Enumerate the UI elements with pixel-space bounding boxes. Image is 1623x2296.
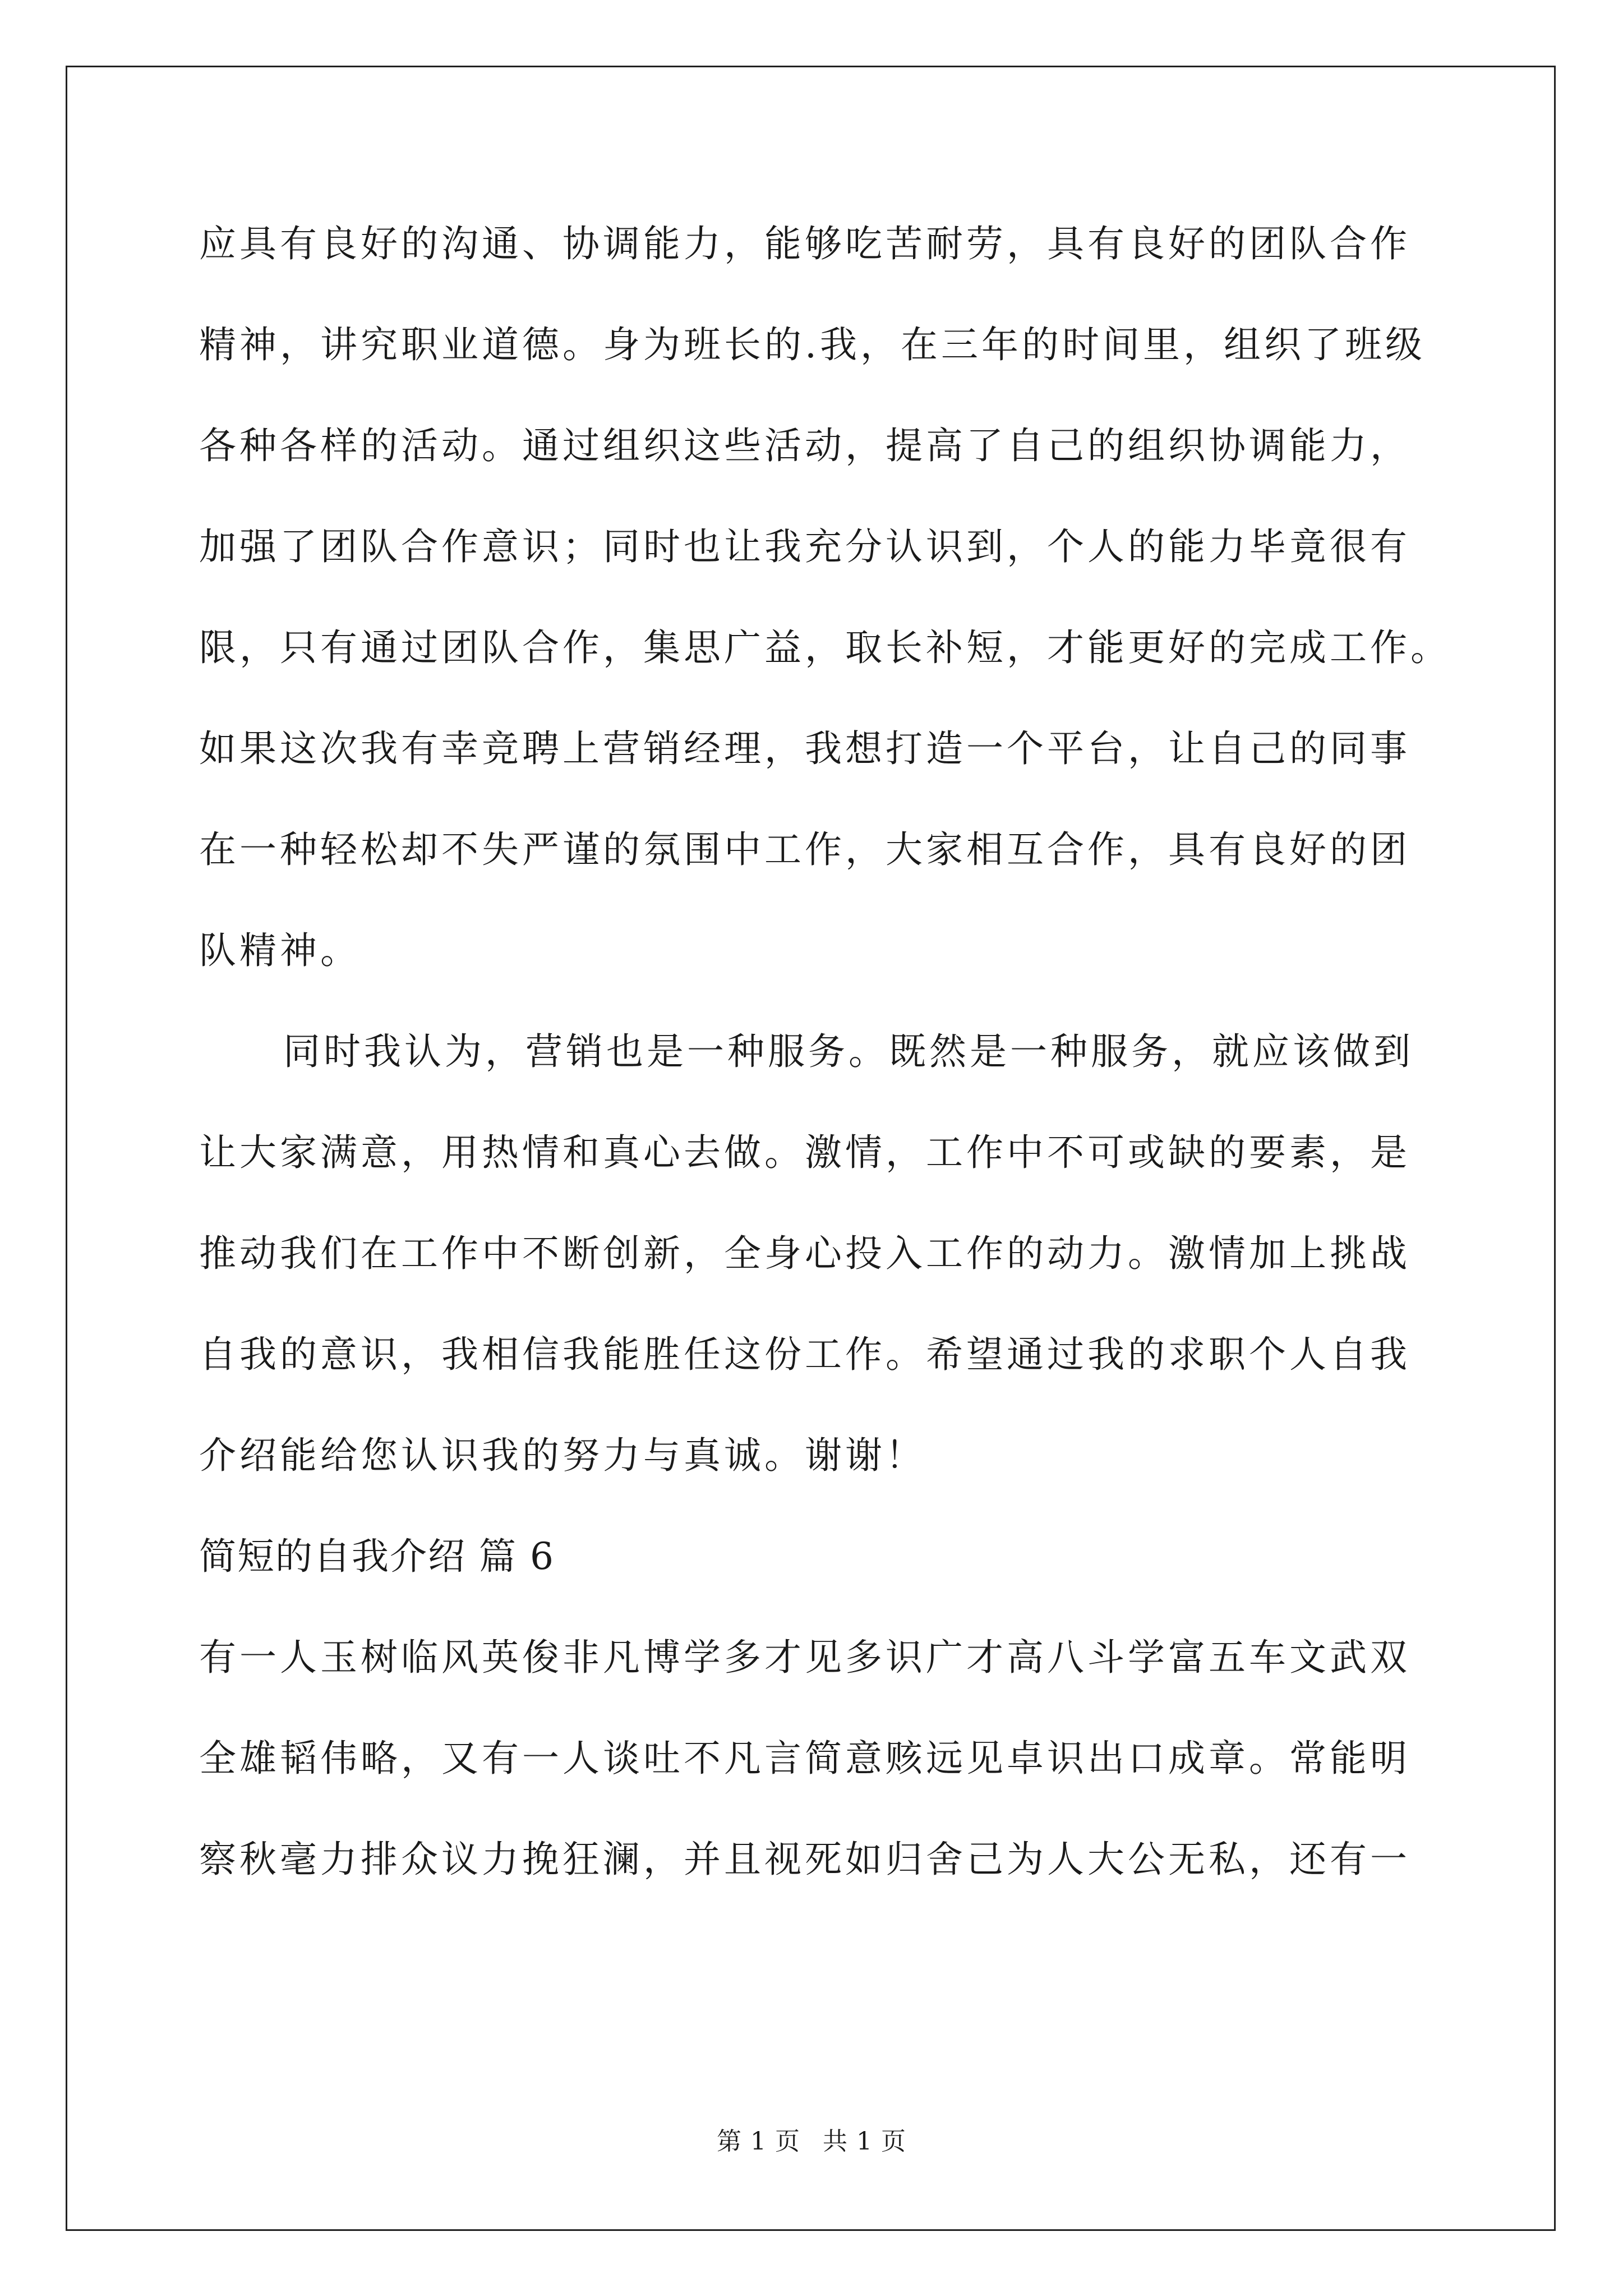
- paragraph-line: 队精神。: [199, 929, 361, 972]
- paragraph-line: 如果这次我有幸竞聘上营销经理，我想打造一个平台，让自己的同事: [199, 727, 1410, 770]
- page-number: 第 1 页: [717, 2127, 800, 2156]
- paragraph-line: 察秋毫力排众议力挽狂澜，并且视死如归舍己为人大公无私，还有一: [199, 1838, 1410, 1881]
- paragraph-line: 限，只有通过团队合作，集思广益，取长补短，才能更好的完成工作。: [199, 626, 1451, 669]
- paragraph-line: 加强了团队合作意识；同时也让我充分认识到，个人的能力毕竟很有: [199, 525, 1410, 568]
- paragraph-line: 在一种轻松却不失严谨的氛围中工作，大家相互合作，具有良好的团: [199, 828, 1410, 871]
- paragraph-line: 同时我认为，营销也是一种服务。既然是一种服务，就应该做到: [283, 1030, 1414, 1073]
- paragraph-line: 全雄韬伟略，又有一人谈吐不凡言简意赅远见卓识出口成章。常能明: [199, 1737, 1410, 1780]
- paragraph-line: 让大家满意，用热情和真心去做。激情，工作中不可或缺的要素，是: [199, 1131, 1410, 1174]
- section-heading: 简短的自我介绍 篇 6: [199, 1535, 555, 1578]
- paragraph-line: 推动我们在工作中不断创新，全身心投入工作的动力。激情加上挑战: [199, 1232, 1410, 1275]
- paragraph-line: 应具有良好的沟通、协调能力，能够吃苦耐劳，具有良好的团队合作: [199, 222, 1410, 265]
- paragraph-line: 各种各样的活动。通过组织这些活动，提高了自己的组织协调能力，: [199, 424, 1410, 467]
- paragraph-line: 自我的意识，我相信我能胜任这份工作。希望通过我的求职个人自我: [199, 1333, 1410, 1376]
- page-total: 共 1 页: [823, 2127, 906, 2156]
- page-footer: [0, 2126, 1623, 2157]
- paragraph-line: 有一人玉树临风英俊非凡博学多才见多识广才高八斗学富五车文武双: [199, 1636, 1410, 1679]
- paragraph-line: 介绍能给您认识我的努力与真诚。谢谢！: [199, 1434, 926, 1477]
- paragraph-line: 精神，讲究职业道德。身为班长的.我，在三年的时间里，组织了班级: [199, 323, 1426, 366]
